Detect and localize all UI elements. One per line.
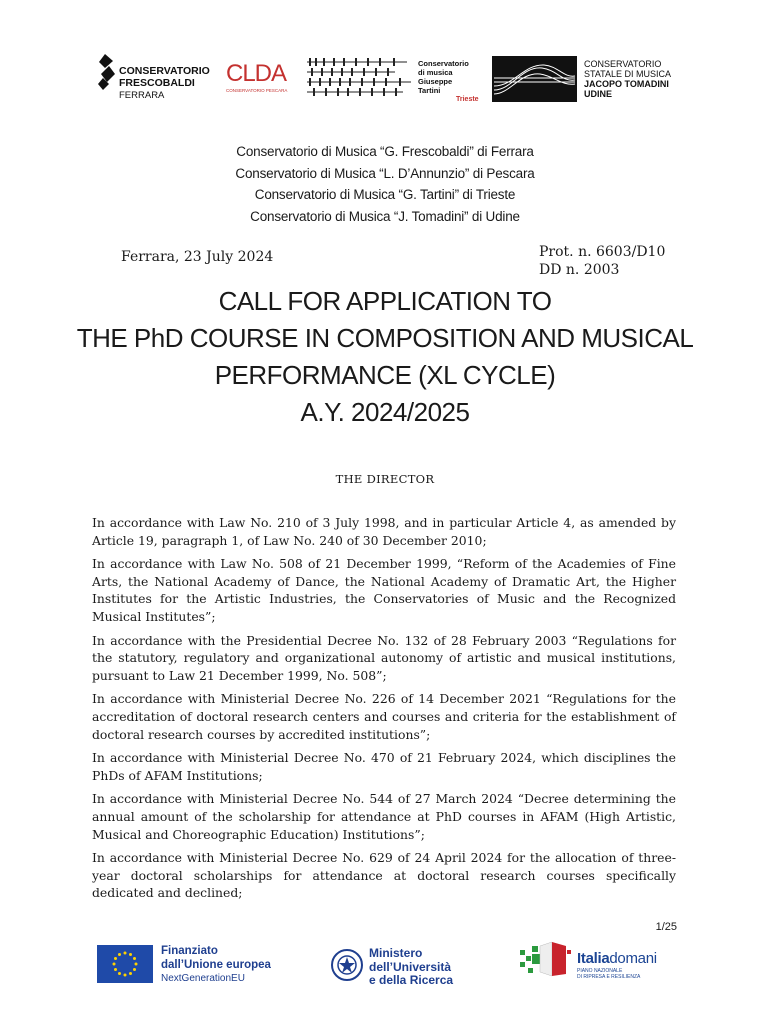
tomadini-emblem-icon <box>492 56 577 102</box>
domani-word: domani <box>609 950 657 967</box>
italia-domani-wordmark <box>577 950 687 967</box>
eu-funding-label <box>161 945 271 986</box>
frescobaldi-line1: CONSERVATORIO <box>119 65 210 77</box>
document-title <box>0 283 770 431</box>
protocol-block <box>539 243 665 279</box>
eu-line3: NextGenerationEU <box>161 973 245 984</box>
ministry-label <box>369 947 453 988</box>
tartini-line1: Conservatorio <box>418 59 469 68</box>
document-body <box>92 514 676 908</box>
tartini-line4: Tartini <box>418 86 441 95</box>
eu-line2: dall’Unione europea <box>161 958 271 971</box>
title-line-2: THE PhD COURSE IN COMPOSITION AND MUSICAL <box>76 323 694 353</box>
paragraph: In accordance with the Presidential Decree No. 132 of 28 February 2003 “Regulations for the statutory, regulatory and organizational autonomy of artistic and musical institutions, pursuant to Law 21 December 1999, No. 508”; <box>92 632 676 683</box>
logo-tartini <box>418 60 488 106</box>
director-heading: THE DIRECTOR <box>335 472 435 486</box>
italian-republic-emblem-icon <box>330 947 364 983</box>
title-line-3: PERFORMANCE (XL CYCLE) <box>214 360 556 390</box>
eu-line1: Finanziato <box>161 945 218 957</box>
tomadini-line2: STATALE DI MUSICA <box>584 69 672 79</box>
decree-number: DD n. 2003 <box>539 262 620 278</box>
clda-sub: CONSERVATORIO PESCARA <box>226 88 288 93</box>
institution-pescara: Conservatorio di Musica “L. D’Annunzio” di Pescara <box>235 165 535 181</box>
logo-tomadini <box>584 60 704 104</box>
frescobaldi-emblem-icon <box>97 54 117 90</box>
title-line-1: CALL FOR APPLICATION TO <box>218 286 552 316</box>
italia-word: Italia <box>577 950 610 967</box>
page-number: 1/25 <box>655 921 677 933</box>
italia-domani-emblem-icon <box>518 940 574 978</box>
ministry-line2: dell’Università <box>369 959 452 974</box>
tartini-line3: Giuseppe <box>418 77 453 86</box>
ministry-line3: e della Ricerca <box>369 973 454 987</box>
eu-flag-icon <box>97 945 153 983</box>
tartini-line5: Trieste <box>456 96 479 103</box>
tartini-music-notation-graphic <box>307 58 411 100</box>
tomadini-line1: CONSERVATORIO <box>584 59 662 69</box>
institution-trieste: Conservatorio di Musica “G. Tartini” di Trieste <box>254 187 516 202</box>
logo-frescobaldi <box>97 54 222 101</box>
paragraph: In accordance with Law No. 508 of 21 December 1999, “Reform of the Academies of Fine Arts, the National Academy of Dance, the National Academy of Dramatic Art, the Higher Institutes for the Artistic Industries, the Conservatories of Music and the Recognized Musical Institutes”; <box>92 556 676 624</box>
institution-udine: Conservatorio di Musica “J. Tomadini” di Udine <box>250 208 520 224</box>
paragraph: In accordance with Ministerial Decree No. 544 of 27 March 2024 “Decree determining the annual amount of the scholarship for attendance at PhD courses in AFAM (High Artistic, Musical and Choreographic Education) Institutions”; <box>92 791 676 842</box>
logo-clda <box>226 58 294 98</box>
italia-domani-label <box>577 950 687 980</box>
frescobaldi-line3: FERRARA <box>119 90 165 101</box>
tomadini-line4: UDINE <box>584 89 613 99</box>
tomadini-line3: JACOPO TOMADINI <box>584 79 669 89</box>
paragraph: In accordance with Law No. 210 of 3 July 1998, and in particular Article 4, as amended by Article 19, paragraph 1, of Law No. 240 of 30 December 2010; <box>92 515 676 548</box>
protocol-number: Prot. n. 6603/D10 <box>539 244 666 260</box>
tartini-line2: di musica <box>418 68 453 77</box>
frescobaldi-line2: FRESCOBALDI <box>119 77 195 89</box>
italia-sub2: DI RIPRESA E RESILIENZA <box>577 974 641 980</box>
clda-main: CLDA <box>226 60 287 87</box>
paragraph: In accordance with Ministerial Decree No. 470 of 21 February 2024, which disciplines the PhDs of AFAM Institutions; <box>92 750 676 783</box>
paragraph: In accordance with Ministerial Decree No. 226 of 14 December 2021 “Regulations for the accreditation of doctoral research centers and courses and criteria for the establishment of doctoral research courses by accredited institutions”; <box>92 691 676 742</box>
institution-list <box>0 141 770 227</box>
italia-sub1: PIANO NAZIONALE <box>577 968 623 974</box>
institution-ferrara: Conservatorio di Musica “G. Frescobaldi” di Ferrara <box>236 144 534 159</box>
ministry-line1: Ministero <box>369 946 423 960</box>
paragraph: In accordance with Ministerial Decree No. 629 of 24 April 2024 for the allocation of three-year doctoral scholarships for attendance at doctoral research courses specifically dedicated and declined; <box>92 850 676 901</box>
title-line-4: A.Y. 2024/2025 <box>300 397 470 427</box>
place-date: Ferrara, 23 July 2024 <box>121 249 274 265</box>
